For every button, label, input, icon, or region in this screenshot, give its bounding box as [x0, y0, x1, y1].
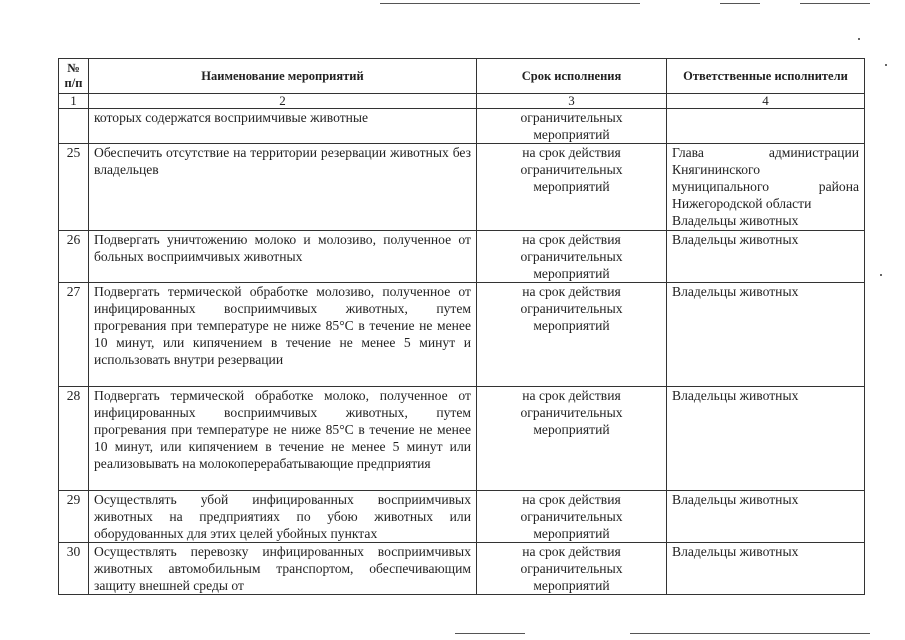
responsible-line: Владельцы животных: [672, 544, 799, 559]
measure-term: на срок действия ограничительных мероприятий: [477, 543, 667, 595]
responsible-line: Владельцы животных: [672, 492, 799, 507]
row-number: 29: [59, 491, 89, 543]
header-responsible: Ответственные исполнители: [667, 59, 865, 94]
scan-artifact-dot: [885, 64, 887, 66]
row-number: 26: [59, 231, 89, 283]
measure-term: на срок действия ограничительных мероприятий: [477, 283, 667, 387]
table-row: [59, 231, 865, 283]
measure-name: Подвергать термической обработке молоко, полученное от инфицированных восприимчивых животных, путем прогревания при температуре не ниже 85°С в течение не менее 10 минут, или кипячением в течение не менее 5 минут или реализовывать на молокоперерабатывающие предприятия: [89, 387, 477, 491]
row-number: 28: [59, 387, 89, 491]
measure-name: Осуществлять убой инфицированных восприимчивых животных на предприятиях по убою животных или оборудованных для этих целей убойных пунктах: [89, 491, 477, 543]
table-row: [59, 283, 865, 387]
measure-responsible: [667, 231, 865, 283]
scan-artifact-top-line: [720, 3, 760, 4]
row-number: [59, 109, 89, 144]
measure-name: Осуществлять перевозку инфицированных восприимчивых животных автомобильным транспортом, обеспечивающим защиту внешней среды от: [89, 543, 477, 595]
measure-name: которых содержатся восприимчивые животные: [89, 109, 477, 144]
scan-artifact-bottom-line: [630, 633, 870, 634]
scan-artifact-top-line: [800, 3, 870, 4]
responsible-line: Владельцы животных: [672, 388, 799, 403]
column-number: 3: [477, 94, 667, 109]
measure-term: ограничительных мероприятий: [477, 109, 667, 144]
measure-responsible: [667, 109, 865, 144]
responsible-line: Глава администрации: [672, 145, 859, 160]
table-row: [59, 109, 865, 144]
table-header-row: [59, 59, 865, 94]
scan-artifact-bottom-line: [455, 633, 525, 634]
scan-artifact-dot: [880, 274, 882, 276]
row-number: 27: [59, 283, 89, 387]
measure-name: Обеспечить отсутствие на территории резервации животных без владельцев: [89, 144, 477, 231]
header-name: Наименование мероприятий: [89, 59, 477, 94]
header-num: № п/п: [59, 59, 89, 94]
measure-term: на срок действия ограничительных мероприятий: [477, 144, 667, 231]
measure-term: на срок действия ограничительных мероприятий: [477, 387, 667, 491]
header-term: Срок исполнения: [477, 59, 667, 94]
responsible-line: муниципального района: [672, 179, 859, 194]
measure-responsible: [667, 387, 865, 491]
responsible-line: Владельцы животных: [672, 213, 799, 228]
table-row: [59, 144, 865, 231]
measure-responsible: [667, 283, 865, 387]
responsible-line: Княгининского: [672, 162, 761, 177]
table-row: [59, 387, 865, 491]
scan-artifact-dot: [858, 38, 860, 40]
responsible-line: Владельцы животных: [672, 232, 799, 247]
measure-term: на срок действия ограничительных мероприятий: [477, 491, 667, 543]
measure-term: на срок действия ограничительных мероприятий: [477, 231, 667, 283]
responsible-line: Владельцы животных: [672, 284, 799, 299]
table-row: [59, 543, 865, 595]
column-number: 4: [667, 94, 865, 109]
table-row: [59, 491, 865, 543]
column-number-row: [59, 94, 865, 109]
measure-name: Подвергать уничтожению молоко и молозиво, полученное от больных восприимчивых животных: [89, 231, 477, 283]
responsible-line: Нижегородской области: [672, 196, 812, 211]
measure-responsible: [667, 543, 865, 595]
measure-responsible: [667, 491, 865, 543]
column-number: 1: [59, 94, 89, 109]
measures-table: [58, 58, 865, 595]
measure-responsible: [667, 144, 865, 231]
measure-name: Подвергать термической обработке молозиво, полученное от инфицированных восприимчивых животных, путем прогревания при температуре не ниже 85°С в течение не менее 10 минут, или кипячением в течение не менее 5 минут и использовать внутри резервации: [89, 283, 477, 387]
scan-artifact-top-line: [380, 3, 640, 4]
row-number: 30: [59, 543, 89, 595]
row-number: 25: [59, 144, 89, 231]
column-number: 2: [89, 94, 477, 109]
